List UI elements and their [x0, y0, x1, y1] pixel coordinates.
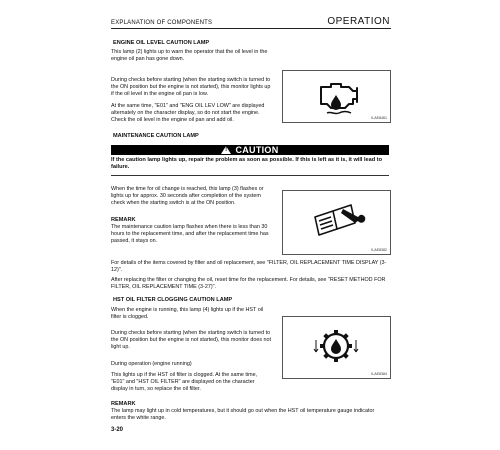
engine-oil-para-3: At the same time, "E01" and "ENG OIL LEV LOW" are displayed alternately on the character display, so do not start the engine. Check the oil level in the engine oil pan and add oil.: [111, 103, 265, 123]
page-number: 3-20: [111, 427, 124, 433]
maintenance-heading: MAINTENANCE CAUTION LAMP: [113, 133, 199, 139]
engine-oil-para-1: This lamp (2) lights up to warn the operator that the oil level in the engine oil pan has gone down.: [111, 49, 268, 62]
engine-oil-figure-id: 0-AE8461: [371, 116, 387, 120]
maintenance-para-1: When the time for oil change is reached, this lamp (3) flashes or lights up for approx. 30 seconds after completion of the system check when the starting switch is at the ON position.: [111, 186, 264, 206]
maintenance-remark-text: The maintenance caution lamp flashes when there is less than 30 hours to the replacement time, and after the replacement time has passed, it stays on.: [111, 224, 269, 244]
hst-filter-clog-gear-icon: [283, 317, 390, 378]
engine-oil-level-icon: [283, 71, 390, 122]
hst-filter-para-3: During operation (engine running): [111, 361, 192, 367]
header-rule: [111, 28, 391, 29]
section-header: EXPLANATION OF COMPONENTS: [111, 20, 213, 26]
maintenance-remark-heading: REMARK: [111, 217, 136, 223]
hst-remark-heading: REMARK: [111, 401, 136, 407]
caution-text: If the caution lamp lights up, repair the problem as soon as possible. If this is left as it is, it will lead to failure.: [111, 157, 383, 170]
caution-banner: [111, 145, 389, 155]
engine-oil-para-2: During checks before starting (when the starting switch is turned to the ON position but the engine is not started), this monitor lights up if the oil level in the engine oil pan is low.: [111, 77, 271, 97]
hst-filter-figure: [282, 316, 391, 379]
caution-title: CAUTION: [235, 145, 279, 155]
hst-remark-text: The lamp may light up in cold temperatures, but it should go out when the HST oil temperature gauge indicator enters the white range.: [111, 408, 375, 421]
hst-filter-para-4: This lights up if the HST oil filter is clogged. At the same time, "E01" and "HST OIL FILTER" are displayed on the character display in turn, so replace the oil filter.: [111, 372, 258, 392]
engine-oil-figure: [282, 70, 391, 123]
warning-triangle-icon: !: [221, 146, 231, 154]
hst-filter-para-2: During checks before starting (when the starting switch is turned to the ON position but the engine is not started), this monitor does not light up.: [111, 330, 272, 350]
engine-oil-heading: ENGINE OIL LEVEL CAUTION LAMP: [113, 40, 210, 46]
maintenance-para-2: For details of the items covered by filter and oil replacement, see "FILTER, OIL REPLACEMENT TIME DISPLAY (3-12)".: [111, 260, 387, 273]
chapter-title: OPERATION: [327, 16, 390, 27]
caution-rule: [111, 175, 389, 176]
maintenance-para-3: After replacing the filter or changing the oil, reset time for the replacement. For details, see "RESET METHOD FOR FILTER, OIL REPLACEMENT TIME (3-27)".: [111, 277, 386, 290]
maintenance-figure-id: 0-AE8382: [371, 248, 387, 252]
hst-filter-para-1: When the engine is running, this lamp (4) lights up if the HST oil filter is clogged.: [111, 307, 264, 320]
maintenance-figure: [282, 190, 391, 255]
maintenance-book-wrench-icon: [283, 191, 390, 254]
hst-filter-figure-id: 0-AE8384: [371, 372, 387, 376]
hst-filter-heading: HST OIL FILTER CLOGGING CAUTION LAMP: [113, 297, 233, 303]
